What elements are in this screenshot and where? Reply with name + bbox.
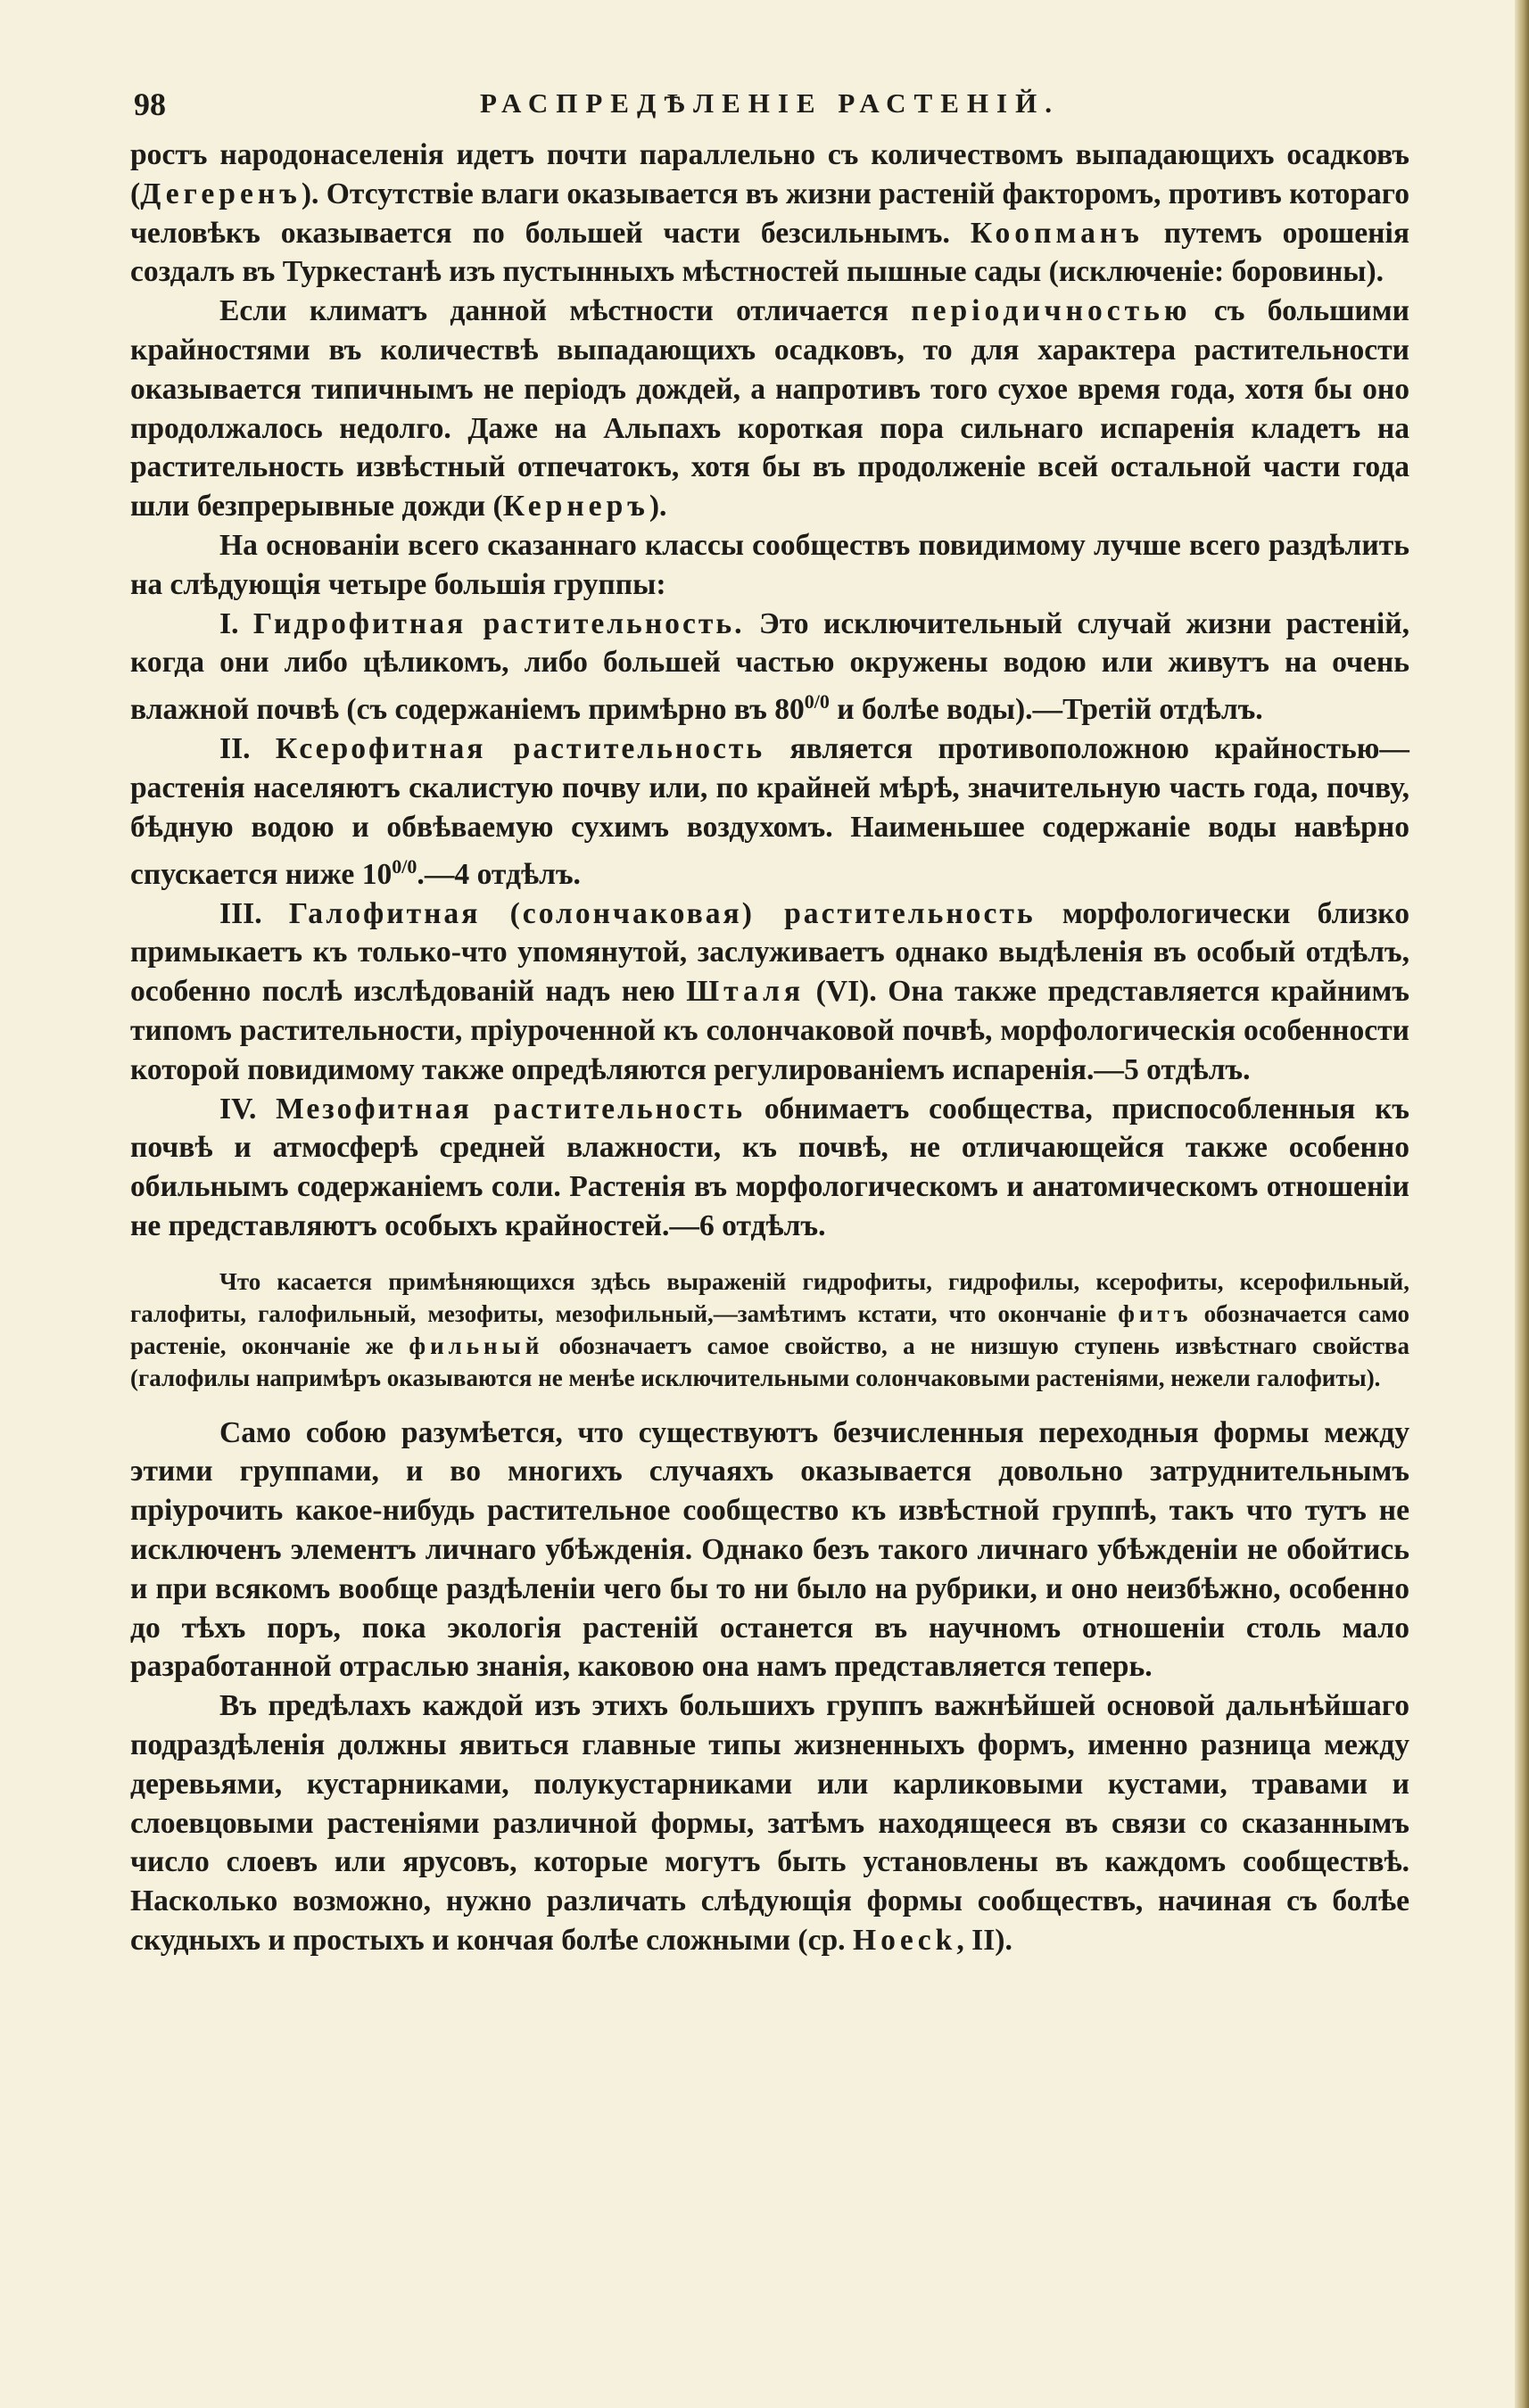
author-stahl: Шталя (686, 975, 806, 1009)
group-item-3 (130, 895, 1409, 1090)
author-degeren: Дегеренъ (140, 177, 302, 210)
item-2-numeral: II. (219, 732, 251, 766)
item-1-percent-sign: 0/0 (804, 690, 830, 713)
paragraph-4: Само собою разумѣется, что существуютъ безчисленныя переходныя формы между этими группами, и во многихъ случаяхъ оказывается довольно затруднительнымъ пріурочить какое-нибудь растительное сообщество къ извѣстной группѣ, такъ что тутъ не исключенъ элементъ личнаго убѣжденія. Однако безъ такого личнаго убѣжденіи не обойтись и при всякомъ вообще раздѣленіи чего бы то ни было на рубрики, и оно неизбѣжно, особенно до тѣхъ поръ, пока экологія растеній останется въ научномъ отношеніи столь мало разработанной отраслью знанія, каковою она намъ представляется теперь. (130, 1415, 1409, 1684)
reference-hoeck: Hoeck (852, 1924, 957, 1958)
item-1-numeral: I. (219, 606, 239, 640)
paragraph-1-text-b: ). Отсутствіе влаги оказывается въ жизни растеній факторомъ, противъ котораго человѣкъ оказывается по большей части безсильнымъ. (130, 177, 1409, 250)
item-1-body: Это исключительный случай жизни растеній, когда они либо цѣликомъ, либо большей частью окружены водою или живутъ на очень влажной почвѣ (съ содержаніемъ примѣрно въ 80 (130, 606, 1409, 727)
term-periodicity: періодичностью (911, 294, 1192, 328)
paragraph-1 (130, 136, 1409, 292)
item-2-percent-sign: 0/0 (392, 854, 417, 878)
note-text-c: обозначаетъ самое свойство, а не низшую ступень извѣстнаго свойства (галофилы напримѣръ оказываются не менѣе исключительными солончаковыми растеніями, нежели галофиты). (130, 1332, 1409, 1391)
note-text-a: Что касается примѣняющихся здѣсь выраженій гидрофиты, гидрофилы, ксерофиты, ксерофильный, галофиты, галофильный, мезофиты, мезофильный,—замѣтимъ кстати, что окончаніе (130, 1267, 1409, 1327)
group-item-1 (130, 605, 1409, 730)
running-title: РАСПРЕДѢЛЕНІЕ РАСТЕНІЙ. (480, 87, 1060, 119)
page-number: 98 (134, 87, 166, 122)
terminology-note (130, 1266, 1409, 1394)
page-edge-shadow (1515, 0, 1529, 2408)
paragraph-2-text-c: ). (649, 490, 667, 524)
running-header (130, 82, 1409, 136)
paragraph-2-text-a: Если климатъ данной мѣстности отличается (219, 294, 912, 328)
item-2-heading: Ксерофитная растительность (275, 732, 765, 766)
paragraph-2-text-b: съ большими крайностями въ количествѣ выпадающихъ осадковъ, то для характера растительности оказывается типичнымъ не періодъ дождей, а напротивъ того сухое время года, хотя бы оно продолжалось недолго. Даже на Альпахъ короткая пора сильнаго испаренія кладетъ на растительность извѣстный отпечатокъ, хотя бы въ продолженіе всей остальной части года шли безпрерывные дожди ( (130, 294, 1409, 524)
paragraph-5-text-a: Въ предѣлахъ каждой изъ этихъ большихъ группъ важнѣйшей основой дальнѣйшаго подраздѣленія должны явиться главные типы жизненныхъ формъ, именно разница между деревьями, кустарниками, полукустарниками или карликовыми кустами, травами и слоевцовыми растеніями различной формы, затѣмъ находящееся въ связи со сказаннымъ число слоевъ или ярусовъ, которые могутъ быть установлены въ каждомъ сообществѣ. Насколько возможно, нужно различать слѣдующія формы сообществъ, начиная съ болѣе скудныхъ и простыхъ и кончая болѣе сложными (ср. (130, 1689, 1409, 1958)
item-4-heading: Мезофитная растительность (276, 1092, 745, 1126)
item-3-tail: (VI). Она также представляется крайнимъ типомъ растительности, пріуроченной къ солончаковой почвѣ, морфологическія особенности которой повидимому также опредѣляются регулированіемъ испаренія.—5 отдѣлъ. (130, 975, 1409, 1086)
suffix-filny: фильный (409, 1332, 544, 1359)
item-4-numeral: IV. (219, 1092, 257, 1126)
item-2-body: является противоположною крайностью—растенія населяютъ скалистую почву или, по крайней мѣрѣ, значительную часть года, почву, бѣдную водою и обвѣваемую сухимъ воздухомъ. Наименьшее содержаніе воды навѣрно спускается ниже 10 (130, 732, 1410, 891)
paragraph-2 (130, 292, 1409, 526)
paragraph-3: На основаніи всего сказаннаго классы сообществъ повидимому лучше всего раздѣлить на слѣдующія четыре большія группы: (130, 528, 1409, 601)
paragraph-5-text-b: , II). (956, 1924, 1012, 1958)
item-3-numeral: III. (219, 896, 262, 930)
group-item-2 (130, 730, 1409, 894)
paragraph-5 (130, 1686, 1409, 1960)
paragraph-1-text-a: ростъ народонаселенія идетъ почти параллельно съ количествомъ выпадающихъ осадковъ ( (130, 138, 1409, 210)
book-page (130, 82, 1409, 1960)
author-koopman: Коопманъ (970, 216, 1144, 250)
item-3-body: морфологически близко примыкаетъ къ только-что упомянутой, заслуживаетъ однако выдѣленія въ особый отдѣлъ, особенно послѣ изслѣдованій надъ нею (130, 896, 1409, 1009)
suffix-fit: фитъ (1118, 1299, 1193, 1327)
item-2-tail: .—4 отдѣлъ. (417, 857, 581, 891)
group-item-4 (130, 1090, 1409, 1246)
item-1-tail: и болѣе воды).—Третій отдѣлъ. (829, 693, 1263, 727)
note-text-b: обозначается само растеніе, окончаніе же (130, 1299, 1409, 1359)
item-1-heading: Гидрофитная растительность. (252, 606, 745, 640)
item-4-body: обнимаетъ сообщества, приспособленныя къ почвѣ и атмосферѣ средней влажности, къ почвѣ, не отличающейся также особенно обильнымъ содержаніемъ соли. Растенія въ морфологическомъ и анатомическомъ отношеніи не представляютъ особыхъ крайностей.—6 отдѣлъ. (130, 1092, 1409, 1242)
item-3-heading: Галофитная (солончаковая) растительность (288, 896, 1036, 930)
author-kerner: Кернеръ (502, 490, 649, 524)
paragraph-1-text-c: путемъ орошенія создалъ въ Туркестанѣ изъ пустынныхъ мѣстностей пышные сады (исключеніе: боровины). (130, 216, 1409, 289)
